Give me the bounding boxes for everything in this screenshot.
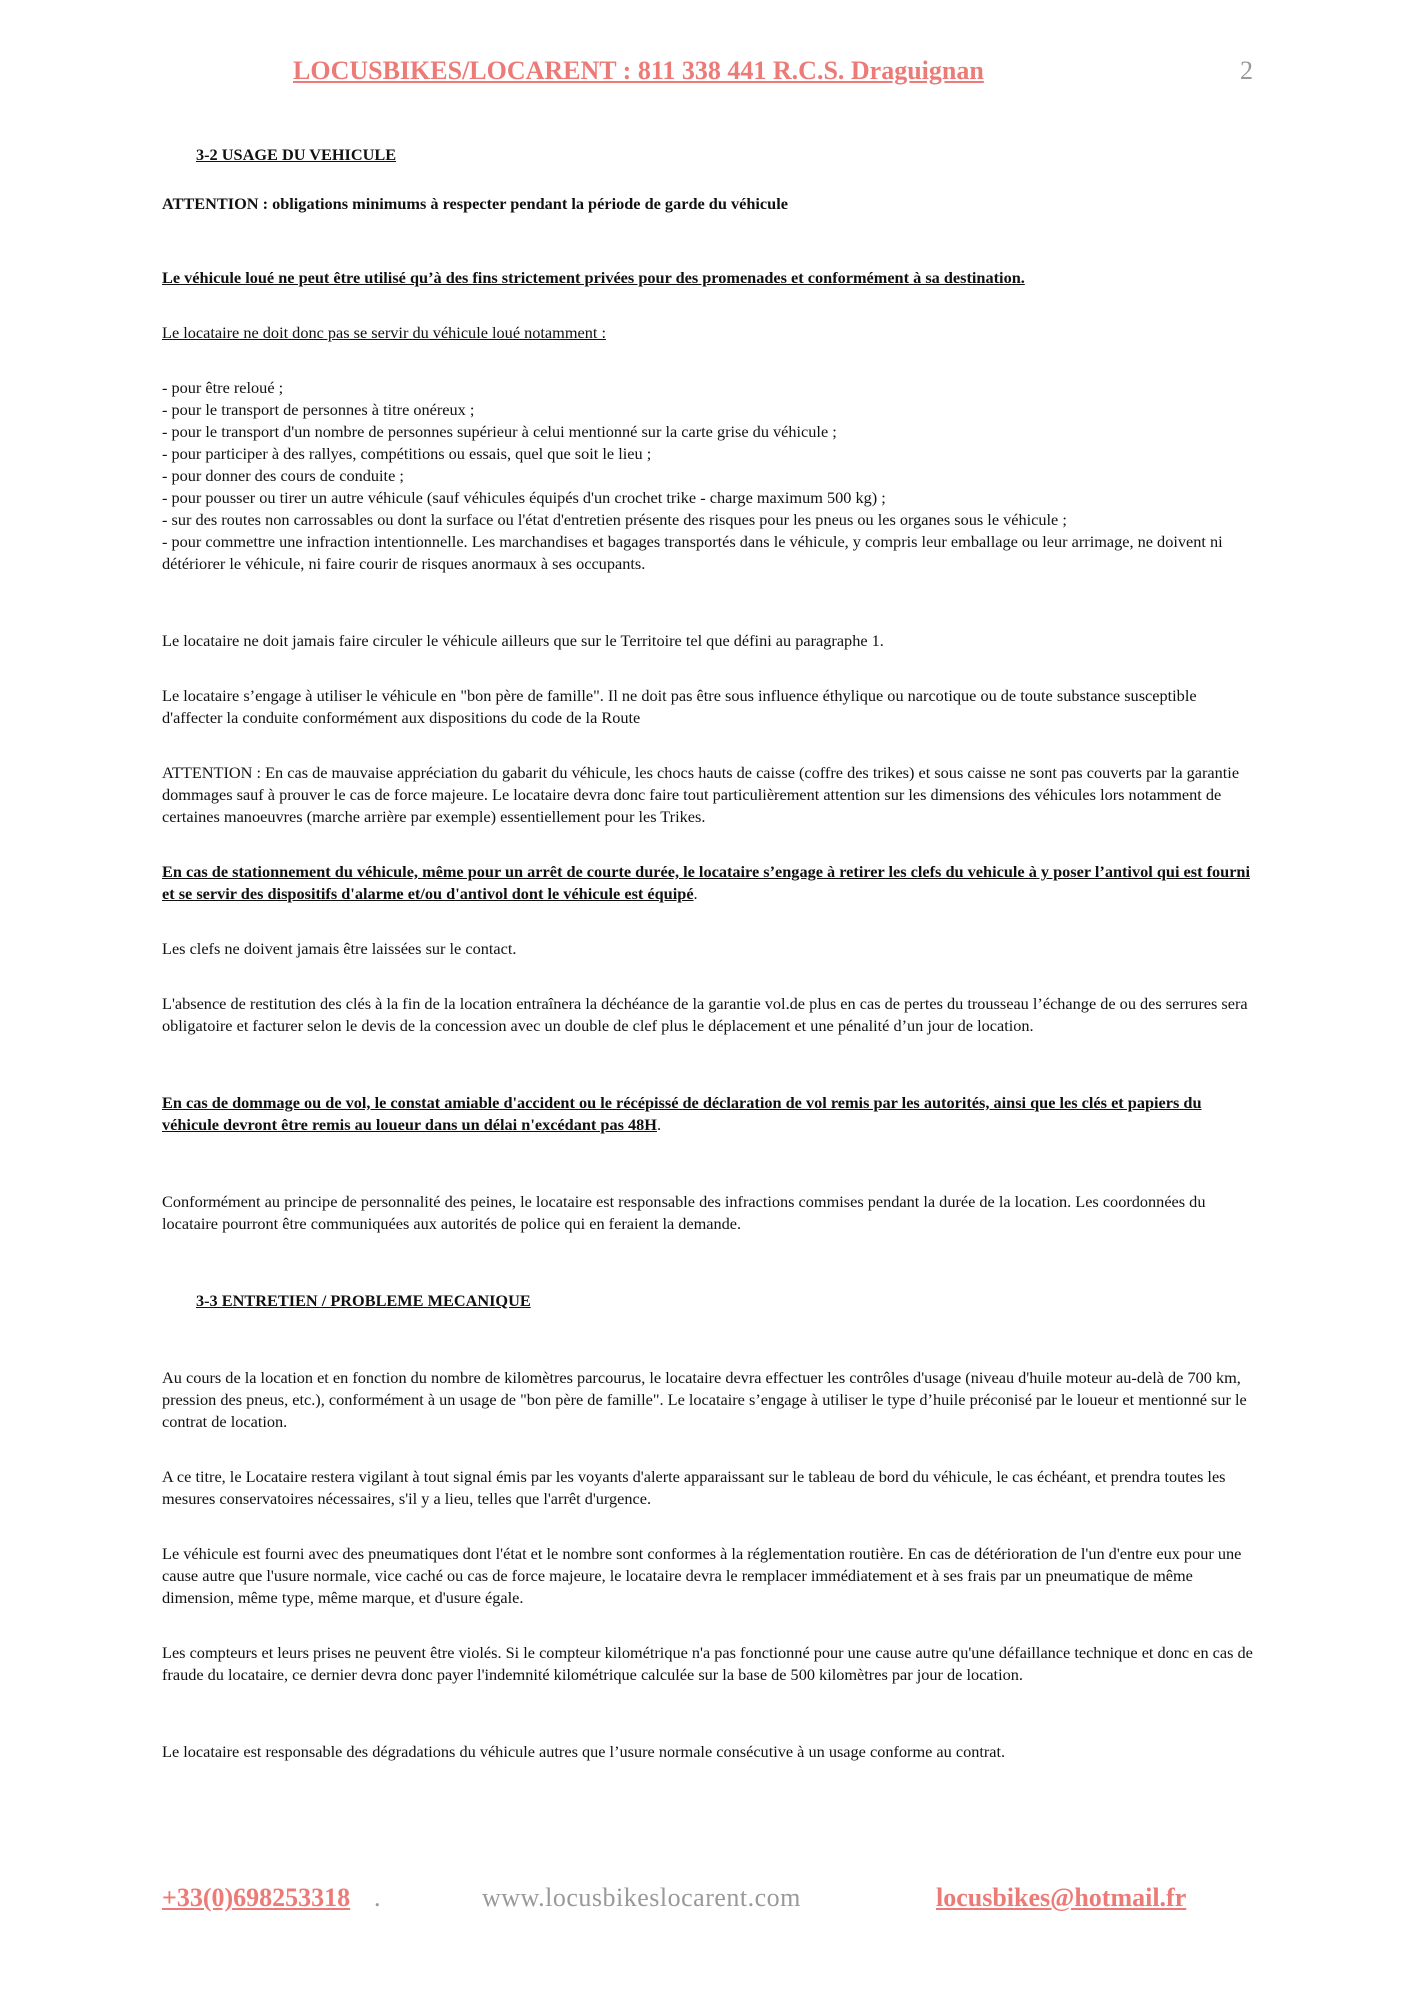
tyres-clause: Le véhicule est fourni avec des pneumatiques dont l'état et le nombre sont conformes à la réglementation routière. En cas de détérioration de l'un d'entre eux pour une cause autre que l'usure normale, vice caché ou cas de force majeure, le locataire devra le remplacer immédiatement et à ses frais par un pneumatique de même dimension, même type, même marque, et d'usure égale.: [162, 1544, 1242, 1607]
keys-return-clause: L'absence de restitution des clés à la fin de la location entraînera la déchéance de la garantie vol.de plus en cas de pertes du trousseau l’échange de ou des serrures sera obligatoire et facturer selon le devis de la concession avec un double de clef plus le déplacement et une pénalité d’un jour de location.: [162, 994, 1248, 1035]
good-father-clause: Le locataire s’engage à utiliser le véhicule en "bon père de famille". Il ne doit pas être sous influence éthylique ou narcotique ou de toute substance susceptible d'affecter la conduite conformément aux dispositions du code de la Route: [162, 686, 1197, 727]
vigilance-clause: A ce titre, le Locataire restera vigilant à tout signal émis par les voyants d'alerte apparaissant sur le tableau de bord du véhicule, le cas échéant, et prendra toutes les mesures conservatoires nécessaires, s'il y a lieu, telles que l'arrêt d'urgence.: [162, 1467, 1226, 1508]
damage-clause-end: .: [656, 1115, 662, 1134]
document-footer: [0, 1883, 1415, 1923]
list-item: - sur des routes non carrossables ou dont la surface ou l'état d'entretien présente des risques pour les pneus ou les organes sous le véhicule ;: [162, 510, 1067, 529]
controls-clause: Au cours de la location et en fonction du nombre de kilomètres parcourus, le locataire devra effectuer les contrôles d'usage (niveau d'huile moteur au-delà de 700 km, pression des pneus, etc.), conformément à un usage de "bon père de famille". Le locataire s’engage à utiliser le type d’huile préconisé par le loueur et mentionné sur le contrat de location.: [162, 1368, 1247, 1431]
document-header-title: LOCUSBIKES/LOCARENT : 811 338 441 R.C.S. Draguignan: [293, 56, 984, 85]
territory-clause: Le locataire ne doit jamais faire circuler le véhicule ailleurs que sur le Territoire tel que défini au paragraphe 1.: [162, 631, 884, 650]
footer-email-link[interactable]: locusbikes@hotmail.fr: [936, 1883, 1187, 1912]
footer-phone-link[interactable]: +33(0)698253318: [162, 1883, 351, 1912]
damage-clause: [162, 1092, 1260, 1136]
footer-website: www.locusbikeslocarent.com: [482, 1883, 801, 1912]
parking-clause: [162, 861, 1260, 905]
section-title-usage: 3-2 USAGE DU VEHICULE: [196, 145, 397, 164]
damage-clause-bold: En cas de dommage ou de vol, le constat amiable d'accident ou le récépissé de déclaration de vol remis par les autorités, ainsi que les clés et papiers du véhicule devront être remis au loueur dans un délai n'excédant pas 48H: [162, 1093, 1202, 1134]
list-item: - pour commettre une infraction intentionnelle. Les marchandises et bagages transportés dans le véhicule, y compris leur emballage ou leur arrimage, ne doivent ni détériorer le véhicule, ni faire courir de risques anormaux à ses occupants.: [162, 532, 1223, 573]
page-number: 2: [1240, 56, 1253, 85]
footer-separator: .: [374, 1883, 381, 1912]
prohibited-uses-list: [162, 377, 1260, 575]
list-item: - pour pousser ou tirer un autre véhicule (sauf véhicules équipés d'un crochet trike - charge maximum 500 kg) ;: [162, 488, 886, 507]
parking-clause-bold: En cas de stationnement du véhicule, même pour un arrêt de courte durée, le locataire s’engage à retirer les clefs du vehicule à y poser l’antivol qui est fourni et se servir des dispositifs d'alarme et/ou d'antivol dont le véhicule est équipé: [162, 862, 1251, 903]
degradations-clause: Le locataire est responsable des dégradations du véhicule autres que l’usure normale consécutive à un usage conforme au contrat.: [162, 1742, 1006, 1761]
list-item: - pour être reloué ;: [162, 378, 284, 397]
list-item: - pour donner des cours de conduite ;: [162, 466, 404, 485]
section-title-maintenance: 3-3 ENTRETIEN / PROBLEME MECANIQUE: [196, 1291, 531, 1310]
attention-obligations: ATTENTION : obligations minimums à respecter pendant la période de garde du véhicule: [162, 194, 788, 213]
attention-gabarit-clause: ATTENTION : En cas de mauvaise appréciation du gabarit du véhicule, les chocs hauts de caisse (coffre des trikes) et sous caisse ne sont pas couverts par la garantie dommages sauf à prouver le cas de force majeure. Le locataire devra donc faire tout particulièrement attention sur les dimensions des véhicules lors notamment de certaines manoeuvres (marche arrière par exemple) essentiellement pour les Trikes.: [162, 763, 1240, 826]
list-item: - pour le transport de personnes à titre onéreux ;: [162, 400, 475, 419]
counters-clause: Les compteurs et leurs prises ne peuvent être violés. Si le compteur kilométrique n'a pas fonctionné pour une cause autre qu'une défaillance technique et donc en cas de fraude du locataire, ce dernier devra donc payer l'indemnité kilométrique calculée sur la base de 500 kilomètres par jour de location.: [162, 1643, 1253, 1684]
keys-clause: Les clefs ne doivent jamais être laissées sur le contact.: [162, 939, 517, 958]
private-use-clause: Le véhicule loué ne peut être utilisé qu’à des fins strictement privées pour des promenades et conformément à sa destination.: [162, 268, 1025, 287]
prohibited-uses-intro: Le locataire ne doit donc pas se servir du véhicule loué notamment :: [162, 323, 606, 342]
list-item: - pour participer à des rallyes, compétitions ou essais, quel que soit le lieu ;: [162, 444, 652, 463]
list-item: - pour le transport d'un nombre de personnes supérieur à celui mentionné sur la carte grise du véhicule ;: [162, 422, 837, 441]
document-body: [162, 144, 1260, 1763]
infractions-clause: Conformément au principe de personnalité des peines, le locataire est responsable des infractions commises pendant la durée de la location. Les coordonnées du locataire pourront être communiquées aux autorités de police qui en feraient la demande.: [162, 1192, 1206, 1233]
parking-clause-end: .: [693, 884, 698, 903]
